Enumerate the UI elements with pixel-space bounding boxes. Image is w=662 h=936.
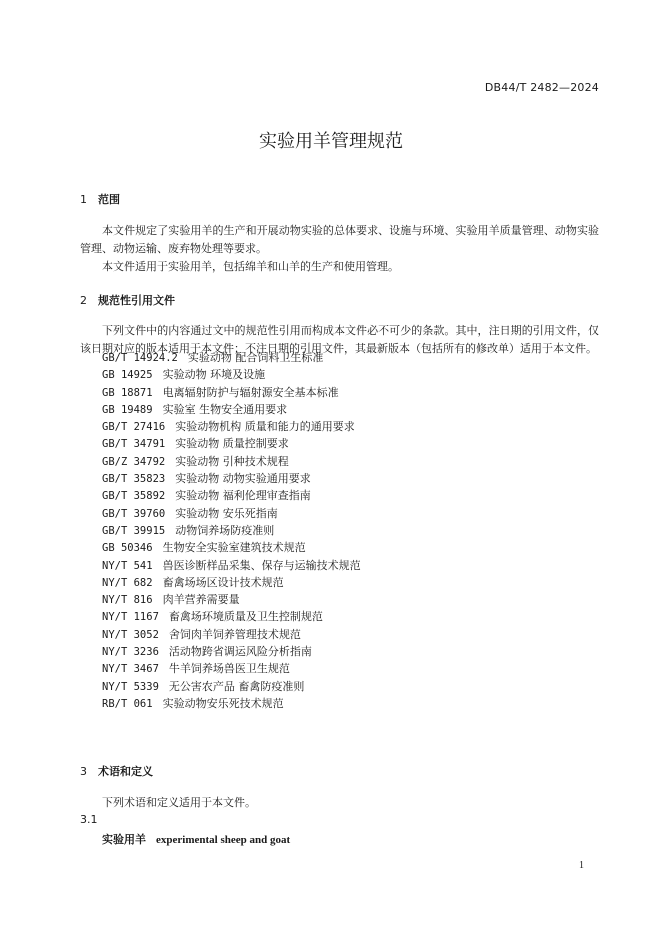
reference-title: 实验动物 配合饲料卫生标准 [187, 351, 324, 364]
reference-item [102, 435, 361, 452]
reference-title: 实验动物 福利伦理审查指南 [175, 489, 311, 503]
reference-code: GB/T 35892 [102, 490, 166, 503]
reference-title: 实验动物 动物实验通用要求 [175, 472, 311, 486]
section-3-number: 3 [80, 765, 87, 778]
reference-title: 舍饲肉羊饲养管理技术规范 [168, 627, 301, 641]
term-number: 3.1 [80, 813, 98, 826]
reference-code: NY/T 5339 [102, 680, 159, 693]
reference-code: GB 18871 [102, 386, 153, 399]
reference-list [102, 349, 361, 712]
reference-title: 畜禽场场区设计技术规范 [162, 575, 284, 589]
page-number: 1 [579, 860, 584, 871]
reference-title: 实验动物 安乐死指南 [175, 506, 278, 520]
reference-title: 实验动物安乐死技术规范 [162, 696, 284, 710]
reference-item [102, 643, 361, 660]
reference-code: GB/T 39760 [102, 507, 166, 520]
reference-code: NY/T 682 [102, 576, 153, 589]
reference-title: 牛羊饲养场兽医卫生规范 [168, 662, 290, 676]
section-1-para-2: 本文件适用于实验用羊，包括绵羊和山羊的生产和使用管理。 [102, 260, 399, 273]
reference-title: 兽医诊断样品采集、保存与运输技术规范 [162, 558, 361, 572]
reference-item [102, 660, 361, 677]
reference-item [102, 522, 361, 539]
reference-title: 活动物跨省调运风险分析指南 [168, 645, 312, 659]
reference-title: 动物饲养场防疫准则 [175, 523, 275, 537]
section-3-intro: 下列术语和定义适用于本文件。 [102, 796, 256, 809]
reference-item [102, 366, 361, 383]
reference-item [102, 626, 361, 643]
reference-item [102, 487, 361, 504]
reference-item [102, 384, 361, 401]
reference-code: GB 50346 [102, 542, 153, 555]
reference-item [102, 557, 361, 574]
document-code: DB44/T 2482—2024 [484, 81, 599, 94]
reference-code: GB/T 14924.2 [102, 352, 178, 364]
term-english: experimental sheep and goat [156, 834, 291, 846]
reference-title: 实验室 生物安全通用要求 [162, 402, 288, 416]
reference-item [102, 695, 361, 712]
reference-code: GB/T 27416 [102, 421, 166, 434]
reference-item [102, 349, 361, 366]
reference-code: NY/T 3236 [102, 646, 159, 659]
reference-item [102, 539, 361, 556]
section-1-title: 范围 [98, 193, 120, 206]
section-2-intro: 下列文件中的内容通过文中的规范性引用而构成本文件必不可少的条款。其中，注日期的引用文件，仅该日期对应的版本适用于本文件；不注日期的引用文件，其最新版本（包括所有的修改单）适用于本文件。 [80, 324, 599, 355]
term-chinese: 实验用羊 [102, 833, 146, 846]
reference-title: 实验动物 环境及设施 [162, 368, 266, 382]
reference-code: GB/T 35823 [102, 473, 166, 486]
page-title: 实验用羊管理规范 [259, 131, 403, 152]
reference-item [102, 418, 361, 435]
reference-code: NY/T 541 [102, 559, 153, 572]
reference-code: GB/T 34791 [102, 438, 166, 451]
reference-title: 实验动物机构 质量和能力的通用要求 [175, 420, 355, 434]
reference-code: GB 19489 [102, 403, 153, 416]
reference-item [102, 678, 361, 695]
reference-code: NY/T 1167 [102, 611, 159, 624]
reference-code: NY/T 3052 [102, 628, 159, 641]
reference-code: GB/Z 34792 [102, 455, 166, 468]
reference-item [102, 453, 361, 470]
reference-title: 畜禽场环境质量及卫生控制规范 [168, 610, 323, 624]
section-1-heading [80, 191, 120, 207]
section-2-title: 规范性引用文件 [98, 294, 175, 307]
section-3-heading [80, 763, 153, 779]
reference-item [102, 470, 361, 487]
section-1-para-1: 本文件规定了实验用羊的生产和开展动物实验的总体要求、设施与环境、实验用羊质量管理、动物实验管理、动物运输、废弃物处理等要求。 [80, 224, 599, 255]
section-2-heading [80, 292, 175, 308]
reference-code: GB 14925 [102, 369, 153, 382]
section-3-title: 术语和定义 [98, 765, 153, 778]
reference-item [102, 608, 361, 625]
term-entry [102, 831, 290, 847]
reference-code: GB/T 39915 [102, 524, 166, 537]
reference-title: 实验动物 质量控制要求 [175, 437, 289, 451]
reference-item [102, 401, 361, 418]
reference-code: NY/T 816 [102, 594, 153, 607]
reference-code: NY/T 3467 [102, 663, 159, 676]
reference-code: RB/T 061 [102, 697, 153, 710]
reference-item [102, 505, 361, 522]
reference-item [102, 591, 361, 608]
reference-title: 生物安全实验室建筑技术规范 [162, 541, 306, 555]
section-2-number: 2 [80, 294, 87, 307]
section-1-number: 1 [80, 193, 87, 206]
reference-title: 电离辐射防护与辐射源安全基本标准 [162, 385, 339, 399]
reference-title: 实验动物 引种技术规程 [175, 454, 289, 468]
reference-item [102, 574, 361, 591]
reference-title: 肉羊营养需要量 [162, 593, 240, 607]
reference-title: 无公害农产品 畜禽防疫准则 [168, 679, 305, 693]
